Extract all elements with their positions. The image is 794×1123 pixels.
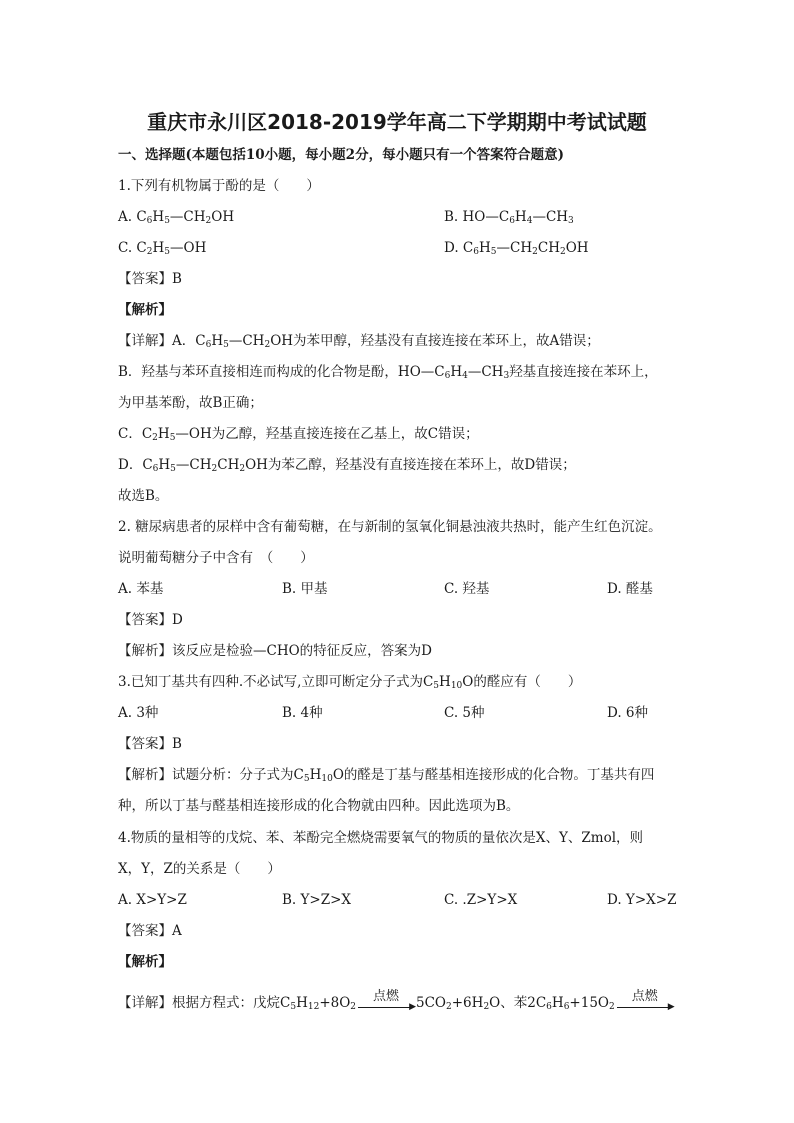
- reaction-condition-1: 点燃: [373, 989, 400, 1004]
- q1-detail-line-5: D．$C_6H_5—CH_2CH_2OH$为苯乙醇，羟基没有直接连接在苯环上，故D错误；: [118, 457, 576, 474]
- q1-detail-line-1: 【详解】A．$C_6H_5—CH_2OH$为苯甲醇，羟基没有直接连接在苯环上，故A错误；: [118, 333, 600, 350]
- q3-option-b: B. 4种: [282, 705, 323, 721]
- q2-option-c: C. 羟基: [444, 581, 490, 597]
- arrow-head-icon: ▶: [409, 1002, 417, 1012]
- q1-detail-line-3: 为甲基苯酚，故B正确；: [118, 395, 263, 411]
- question-2-stem-line-2: 说明葡萄糖分子中含有 （ ）: [118, 550, 314, 566]
- q3-option-a: A. 3种: [118, 705, 159, 721]
- arrow-head-icon: ▶: [667, 1002, 675, 1012]
- question-4-stem-line-1: 4.物质的量相等的戊烷、苯、苯酚完全燃烧需要氧气的物质的量依次是X、Y、Zmol，则: [118, 830, 644, 846]
- reaction-arrow-1: [356, 989, 417, 1012]
- q4-answer: 【答案】A: [118, 923, 182, 939]
- q1-answer: 【答案】B: [118, 271, 182, 287]
- q3-analysis-line-2: 种，所以丁基与醛基相连接形成的化合物就由四种。因此选项为B。: [118, 798, 520, 814]
- q2-analysis: 【解析】该反应是检验—CHO的特征反应，答案为D: [118, 643, 432, 659]
- question-4-stem-line-2: X，Y，Z的关系是（ ）: [118, 861, 281, 877]
- q4-detail-equation-line: 【详解】根据方程式：戊烷$C_5H_{12}+8O_2$ 点燃 ▶ $5CO_2+6H_2O$、苯$2C_6H_6+15O_2$ 点燃 ▶: [118, 989, 675, 1012]
- q1-detail-line-2: B．羟基与苯环直接相连而构成的化合物是酚，$HO—C_6H_4—CH_3$羟基直接连接在苯环上，: [118, 364, 658, 381]
- q4-option-b: B. Y>Z>X: [282, 892, 352, 908]
- reaction-condition-2: 点燃: [631, 989, 658, 1004]
- q2-option-d: D. 醛基: [607, 581, 653, 597]
- question-2-stem-line-1: 2. 糖尿病患者的尿样中含有葡萄糖，在与新制的氢氧化铜悬浊液共热时，能产生红色沉淀。: [118, 519, 662, 535]
- q4-option-d: D. Y>X>Z: [607, 892, 677, 908]
- q4-option-a: A. X>Y>Z: [118, 892, 187, 908]
- q3-analysis-line-1: 【解析】试题分析：分子式为$C_5H_{10}O$的醛是丁基与醛基相连接形成的化合物。丁基共有四: [118, 767, 655, 784]
- q2-option-b: B. 甲基: [282, 581, 328, 597]
- page-title: 重庆市永川区2018-2019学年高二下学期期中考试试题: [147, 110, 647, 134]
- q1-analysis-label: 【解析】: [118, 302, 172, 318]
- question-1-stem: 1.下列有机物属于酚的是（ ）: [118, 178, 320, 194]
- section-heading: 一、选择题(本题包括10小题，每小题2分，每小题只有一个答案符合题意): [118, 147, 564, 163]
- question-3-stem: 3.已知丁基共有四种.不必试写,立即可断定分子式为$C_5H_{10}O$的醛应有（ ）: [118, 674, 582, 691]
- q1-detail-line-4: C．$C_2H_5—OH$为乙醇，羟基直接连接在乙基上，故C错误；: [118, 426, 479, 443]
- q1-option-d: D. $C_6H_5—CH_2CH_2OH$: [444, 240, 589, 257]
- q4-analysis-label: 【解析】: [118, 954, 172, 970]
- q2-option-a: A. 苯基: [118, 581, 164, 597]
- q1-option-b: B. $HO—C_6H_4—CH_3$: [444, 209, 574, 226]
- q4-option-c: C. .Z>Y>X: [444, 892, 518, 908]
- q3-option-d: D. 6种: [607, 705, 649, 721]
- q2-answer: 【答案】D: [118, 612, 183, 628]
- reaction-arrow-2: [615, 989, 675, 1012]
- q1-conclusion: 故选B。: [118, 488, 169, 504]
- q3-answer: 【答案】B: [118, 736, 182, 752]
- q1-option-c: C. $C_2H_5—OH$: [118, 240, 207, 257]
- q1-option-a: A. $C_6H_5—CH_2OH$: [118, 209, 235, 226]
- q3-option-c: C. 5种: [444, 705, 485, 721]
